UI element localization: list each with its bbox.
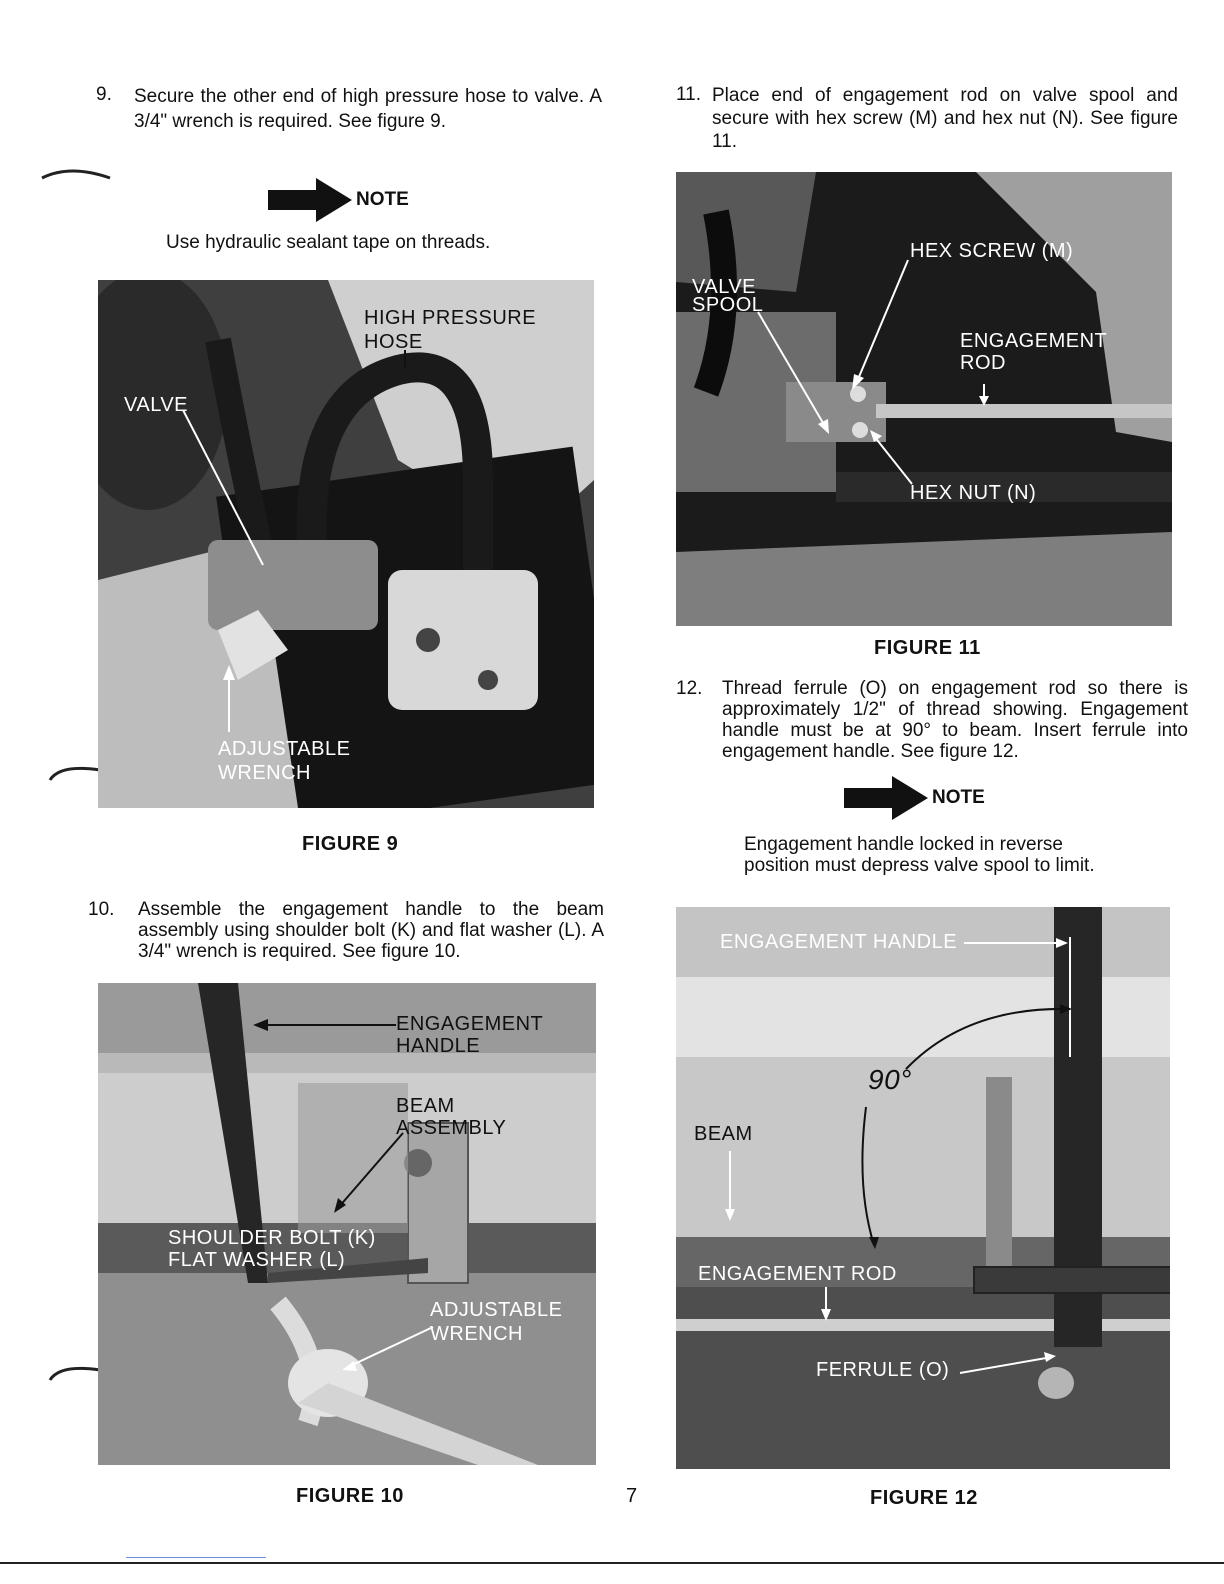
- step-9: [96, 84, 604, 134]
- label-shoulder-bolt: SHOULDER BOLT (K): [168, 1227, 376, 1249]
- step-text: Place end of engagement rod on valve spool and secure with hex screw (M) and hex nut (N). See figure 11.: [712, 85, 1178, 152]
- arrow-right-icon: [268, 178, 352, 222]
- label-rod: ROD: [960, 352, 1006, 374]
- step-text: Assemble the engagement handle to the beam assembly using shoulder bolt (K) and flat washer (L). A 3/4" wrench is required. See figure 10.: [138, 899, 604, 962]
- step-text: Secure the other end of high pressure hose to valve. A 3/4" wrench is required. See figure 9.: [134, 86, 602, 132]
- label-adjustable: ADJUSTABLE: [430, 1299, 563, 1321]
- step-12: [676, 678, 1190, 768]
- label-flat-washer: FLAT WASHER (L): [168, 1249, 346, 1271]
- note-text: Use hydraulic sealant tape on threads.: [166, 232, 491, 253]
- note-text: Engagement handle locked in reverse position must depress valve spool to limit.: [744, 834, 1095, 876]
- note-callout: [844, 776, 985, 820]
- bottom-rule: [0, 1562, 1224, 1564]
- bottom-rule-accent: [126, 1557, 266, 1558]
- note-label: NOTE: [356, 189, 409, 210]
- label-high-pressure-hose: HIGH PRESSURE HOSE: [364, 307, 537, 353]
- label-beam: BEAM: [694, 1123, 753, 1145]
- step-number: 10.: [88, 899, 115, 920]
- figure-9-caption: FIGURE 9: [302, 833, 399, 855]
- arrow-right-icon: [844, 776, 928, 820]
- label-engagement: ENGAGEMENT: [396, 1013, 544, 1035]
- page-number: 7: [626, 1485, 638, 1507]
- step-number: 11.: [676, 84, 702, 105]
- label-adjustable: ADJUSTABLE: [218, 738, 351, 760]
- label-valve: VALVE: [124, 394, 189, 416]
- figure-11-caption: FIGURE 11: [874, 637, 981, 659]
- figure-10-photo: [98, 983, 596, 1465]
- label-assembly: ASSEMBLY: [396, 1117, 507, 1139]
- step-number: 9.: [96, 84, 112, 105]
- figure-9-photo: [98, 280, 594, 808]
- label-hex-screw: HEX SCREW (M): [910, 240, 1074, 262]
- figure-10-caption: FIGURE 10: [296, 1485, 404, 1507]
- step-10: [88, 899, 606, 965]
- step-11: [676, 84, 1180, 150]
- label-angle: 90°: [868, 1064, 912, 1095]
- label-engagement: ENGAGEMENT: [960, 330, 1108, 352]
- label-wrench: WRENCH: [218, 762, 311, 784]
- label-wrench: WRENCH: [430, 1323, 523, 1345]
- label-engagement-rod: ENGAGEMENT ROD: [698, 1263, 897, 1285]
- label-ferrule: FERRULE (O): [816, 1359, 950, 1381]
- step-number: 12.: [676, 678, 703, 699]
- figure-12-photo: [676, 907, 1170, 1469]
- label-valve: VALVE: [692, 276, 757, 298]
- label-handle: HANDLE: [396, 1035, 481, 1057]
- label-engagement-handle: ENGAGEMENT HANDLE: [720, 931, 958, 953]
- figure-11-photo: [676, 172, 1172, 626]
- label-hex-nut: HEX NUT (N): [910, 482, 1037, 504]
- label-spool: SPOOL: [692, 294, 764, 316]
- binder-hole-mark: [40, 160, 120, 190]
- note-label: NOTE: [932, 787, 985, 808]
- figure-12-caption: FIGURE 12: [870, 1487, 978, 1509]
- note-callout: [268, 178, 409, 222]
- step-text: Thread ferrule (O) on engagement rod so there is approximately 1/2" of thread showing. Engagement handle must be at 90° to beam. Insert ferrule into engagement handle. See figure 12.: [722, 678, 1188, 762]
- label-beam: BEAM: [396, 1095, 455, 1117]
